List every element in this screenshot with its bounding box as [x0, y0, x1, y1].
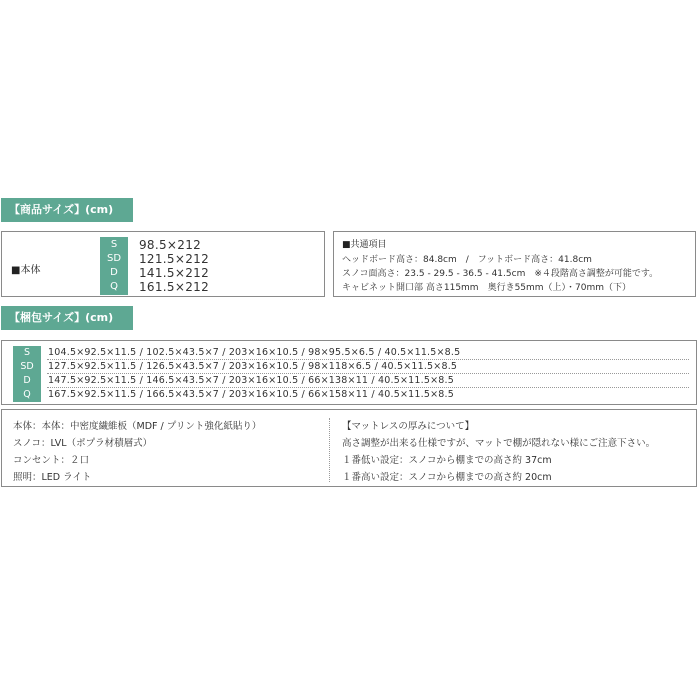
- mattress-note: 高さ調整が出来る仕様ですが、マットで棚が隠れない様にご注意下さい。: [342, 438, 656, 449]
- common-items-box: [333, 231, 696, 297]
- pkg-code-sd: SD: [13, 360, 41, 374]
- main-body-label: ■本体: [11, 265, 41, 276]
- size-dim-sd: 121.5×212: [139, 252, 210, 266]
- size-code-q: Q: [100, 279, 128, 295]
- spec-notes-box: [1, 409, 697, 487]
- pkg-dims-s: 104.5×92.5×11.5 / 102.5×43.5×7 / 203×16×10.5 / 98×95.5×6.5 / 40.5×11.5×8.5: [48, 347, 461, 358]
- spec-material: 本体：本体：中密度繊維板（MDF / プリント強化紙貼り）: [13, 421, 262, 432]
- mattress-title: 【マットレスの厚みについて】: [342, 421, 475, 432]
- pkg-dims-d: 147.5×92.5×11.5 / 146.5×43.5×7 / 203×16×10.5 / 66×138×11 / 40.5×11.5×8.5: [48, 375, 454, 386]
- column-divider: [329, 418, 330, 482]
- pkg-dims-q: 167.5×92.5×11.5 / 166.5×43.5×7 / 203×16×10.5 / 66×158×11 / 40.5×11.5×8.5: [48, 389, 454, 400]
- mattress-lowest: １番低い設定：スノコから棚までの高さ約 37cm: [342, 455, 552, 466]
- size-dim-d: 141.5×212: [139, 266, 210, 280]
- package-size-header: 【梱包サイズ】(cm): [1, 306, 133, 330]
- common-line-height: ヘッドボード高さ：84.8cm / フットボード高さ：41.8cm: [342, 255, 592, 265]
- product-size-header: 【商品サイズ】(cm): [1, 198, 133, 222]
- pkg-code-d: D: [13, 374, 41, 388]
- spec-slats: スノコ：LVL（ポプラ材積層式）: [13, 438, 153, 449]
- pkg-code-s: S: [13, 346, 41, 360]
- mattress-highest: １番高い設定：スノコから棚までの高さ約 20cm: [342, 472, 552, 483]
- common-line-cabinet: キャビネット開口部 高さ115mm 奥行き55mm（上）・70mm（下）: [342, 283, 632, 293]
- size-code-d: D: [100, 265, 128, 281]
- spec-outlet: コンセント：２口: [13, 455, 90, 466]
- spec-lighting: 照明：LED ライト: [13, 472, 92, 483]
- size-dim-s: 98.5×212: [139, 238, 202, 252]
- product-size-table: [1, 231, 325, 297]
- pkg-dims-sd: 127.5×92.5×11.5 / 126.5×43.5×7 / 203×16×10.5 / 98×118×6.5 / 40.5×11.5×8.5: [48, 361, 458, 372]
- size-code-s: S: [100, 237, 128, 253]
- pkg-code-q: Q: [13, 388, 41, 402]
- common-line-slats: スノコ面高さ：23.5 - 29.5 - 36.5 - 41.5cm ※４段階高さ調整が可能です。: [342, 269, 659, 279]
- package-size-table: [1, 340, 697, 405]
- size-code-sd: SD: [100, 251, 128, 267]
- common-items-title: ■共通項目: [342, 240, 387, 250]
- size-dim-q: 161.5×212: [139, 280, 210, 294]
